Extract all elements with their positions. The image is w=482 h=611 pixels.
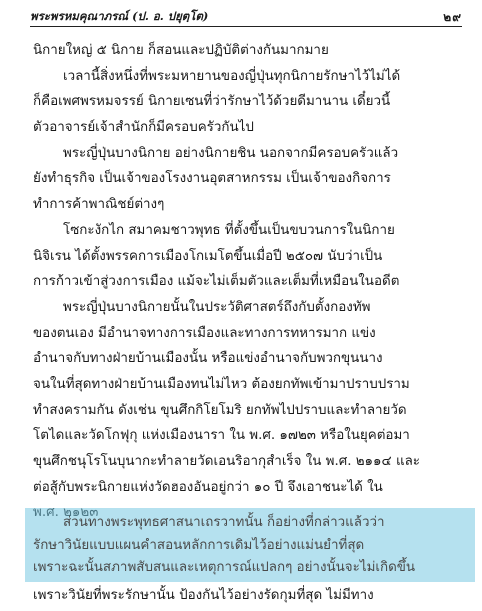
text-line: ตัวอาจารย์เจ้าสำนักก็มีครอบครัวกันไป <box>33 120 254 136</box>
highlighted-paragraph <box>33 512 465 580</box>
text-line: โตไดและวัดโกฟุกุ แห่งเมืองนารา ใน พ.ศ. ๑๗๒๓ หรือในยุคต่อมา <box>33 428 410 444</box>
highlighted-line: ส่วนทางพระพุทธศาสนาเถรวาทนั้น ก็อย่างที่กล่าวแล้วว่า <box>63 515 385 530</box>
text-line: ต่อสู้กับพระนิกายแห่งวัดฮองอันอยู่กว่า ๑๐ ปี จึงเอาชนะได้ ใน <box>33 479 383 495</box>
text-line: ทำสงครามกัน ดังเช่น ขุนศึกกิโยโมริ ยกทัพไปปราบและทำลายวัด <box>33 402 407 418</box>
header-rule <box>30 26 462 27</box>
body-text <box>33 38 465 526</box>
highlighted-line: รักษาวินัยแบบแผนคำสอนหลักการเดิมไว้อย่างแม่นยำที่สุด <box>33 537 365 553</box>
text-line: ขุนศึกชนุโรโนบุนากะทำลายวัดเอนริอากุสำเร็จ ใน พ.ศ. ๒๑๑๔ และ <box>33 454 420 469</box>
running-header <box>30 8 462 26</box>
text-line: ทำการค้าพาณิชย์ต่างๆ <box>33 197 165 213</box>
text-line: นิจิเรน ได้ตั้งพรรคการเมืองโกเมโตขึ้นเมื่อปี ๒๕๐๗ นับว่าเป็น <box>33 248 383 264</box>
text-line: อำนาจกับทางฝ่ายบ้านเมืองนั้น หรือแข่งอำนาจกับพวกขุนนาง <box>33 351 383 367</box>
text-line: นิกายใหญ่ ๕ นิกาย ก็สอนและปฏิบัติต่างกันมากมาย <box>33 43 329 58</box>
text-line: การก้าวเข้าสู่วงการเมือง แม้จะไม่เต็มตัวและเต็มที่เหมือนในอดีต <box>33 274 400 290</box>
text-line: พระญี่ปุ่นบางนิกาย อย่างนิกายชิน นอกจากมีครอบครัวแล้ว <box>63 145 399 161</box>
last-line: เพราะวินัยที่พระรักษานั้น ป้องกันไว้อย่างรัดกุมที่สุด ไม่มีทาง <box>33 588 374 603</box>
text-line: โซกะงักไก สมาคมชาวพุทธ ที่ตั้งขึ้นเป็นขบวนการในนิกาย <box>63 222 395 238</box>
text-line: ก็คือเพศพรหมจรรย์ นิกายเซนที่ว่ารักษาไว้ด้วยดีมานาน เดี๋ยวนี้ <box>33 94 391 110</box>
text-line: เวลานี้สิ่งหนึ่งที่พระมหายานของญี่ปุ่นทุกนิกายรักษาไว้ไม่ได้ <box>63 68 401 84</box>
text-line: พระญี่ปุ่นบางนิกายนั้นในประวัติศาสตร์ถึงกับตั้งกองทัพ <box>63 299 371 315</box>
text-line: ยังทำธุรกิจ เป็นเจ้าของโรงงานอุตสาหกรรม เป็นเจ้าของกิจการ <box>33 171 391 187</box>
page-number: ๒๙ <box>443 10 462 24</box>
text-line: ของตนเอง มีอำนาจทางการเมืองและทางการทหารมาก แข่ง <box>33 325 376 341</box>
header-title: พระพรหมคุณาภรณ์ (ป. อ. ปยุตฺโต) <box>30 9 209 23</box>
text-line: จนในที่สุดทางฝ่ายบ้านเมืองทนไม่ไหว ต้องยกทัพเข้ามาปราบปราม <box>33 376 410 392</box>
highlighted-line: เพราะฉะนั้นสภาพสับสนและเหตุการณ์แปลกๆ อย่างนั้นจะไม่เกิดขึ้น <box>33 560 416 575</box>
